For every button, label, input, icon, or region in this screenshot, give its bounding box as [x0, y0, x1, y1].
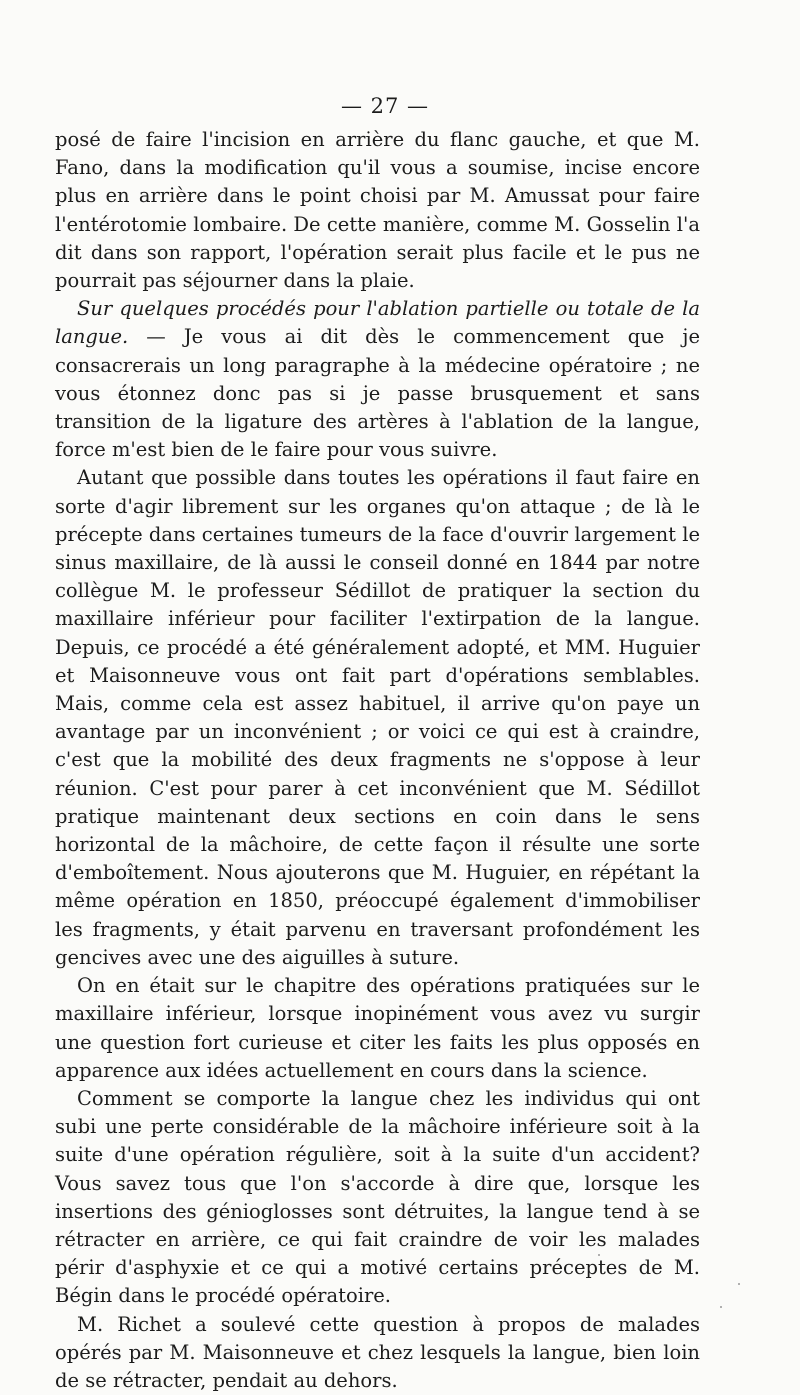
paragraph: Comment se comporte la langue chez les individus qui ont subi une perte considérable de la mâchoire inférieure soit à la suite d'une opération régulière, soit à la suite d'un accident? Vous savez tous que l'on s'accorde à dire que, lorsque les insertions des génioglosses sont détruites, la langue tend à se rétracter en arrière, ce qui fait craindre de voir les malades périr d'asphyxie et ce qui a motivé certains préceptes de M. Bégin dans le procédé opératoire. [55, 1086, 700, 1308]
paragraph-continuation: posé de faire l'incision en arrière du flanc gauche, et que M. Fano, dans la modification qu'il vous a soumise, incise encore plus en arrière dans le point choisi par M. Amussat pour faire l'entérotomie lombaire. De cette manière, comme M. Gosselin l'a dit dans son rapport, l'opération serait plus facile et le pus ne pourrait pas séjourner dans la plaie. [55, 128, 700, 293]
paper-speck [720, 1306, 722, 1308]
section-body-text: — Je vous ai dit dès le commencement que je consacrerais un long paragraphe à la médecine opératoire ; ne vous étonnez donc pas si je passe brusquement et sans transition de la ligature des artères à l'ablation de la langue, force m'est bien de le faire pour vous suivre. [55, 325, 700, 462]
paragraph-section-heading [55, 295, 700, 464]
body-text [55, 126, 700, 1395]
paper-speck [738, 1283, 740, 1285]
section-title-italic: Sur quelques procédés pour l'ablation partielle ou totale de la langue. [55, 297, 700, 349]
paper-speck [598, 1254, 600, 1256]
paragraph: On en était sur le chapitre des opérations pratiquées sur le maxillaire inférieur, lorsque inopinément vous avez vu surgir une question fort curieuse et citer les faits les plus opposés en apparence aux idées actuellement en cours dans la science. [55, 974, 700, 1082]
paragraph: M. Richet a soulevé cette question à propos de malades opérés par M. Maisonneuve et chez lesquels la langue, bien loin de se rétracter, pendait au dehors. [55, 1312, 700, 1392]
page-number: — 27 — [340, 94, 430, 118]
paragraph: Autant que possible dans toutes les opérations il faut faire en sorte d'agir librement sur les organes qu'on attaque ; de là le précepte dans certaines tumeurs de la face d'ouvrir largement le sinus maxillaire, de là aussi le conseil donné en 1844 par notre collègue M. le professeur Sédillot de pratiquer la section du maxillaire inférieur pour faciliter l'extirpation de la langue. Depuis, ce procédé a été généralement adopté, et MM. Huguier et Maisonneuve vous ont fait part d'opérations semblables. Mais, comme cela est assez habituel, il arrive qu'on paye un avantage par un inconvénient ; or voici ce qui est à craindre, c'est que la mobilité des deux fragments ne s'oppose à leur réunion. C'est pour parer à cet inconvénient que M. Sédillot pratique maintenant deux sections en coin dans le sens horizontal de la mâchoire, de cette façon il résulte une sorte d'emboîtement. Nous ajouterons que M. Huguier, en répétant la même opération en 1850, préoccupé également d'immobiliser les fragments, y était parvenu en traversant profondément les gencives avec une des aiguilles à suture. [55, 466, 700, 969]
